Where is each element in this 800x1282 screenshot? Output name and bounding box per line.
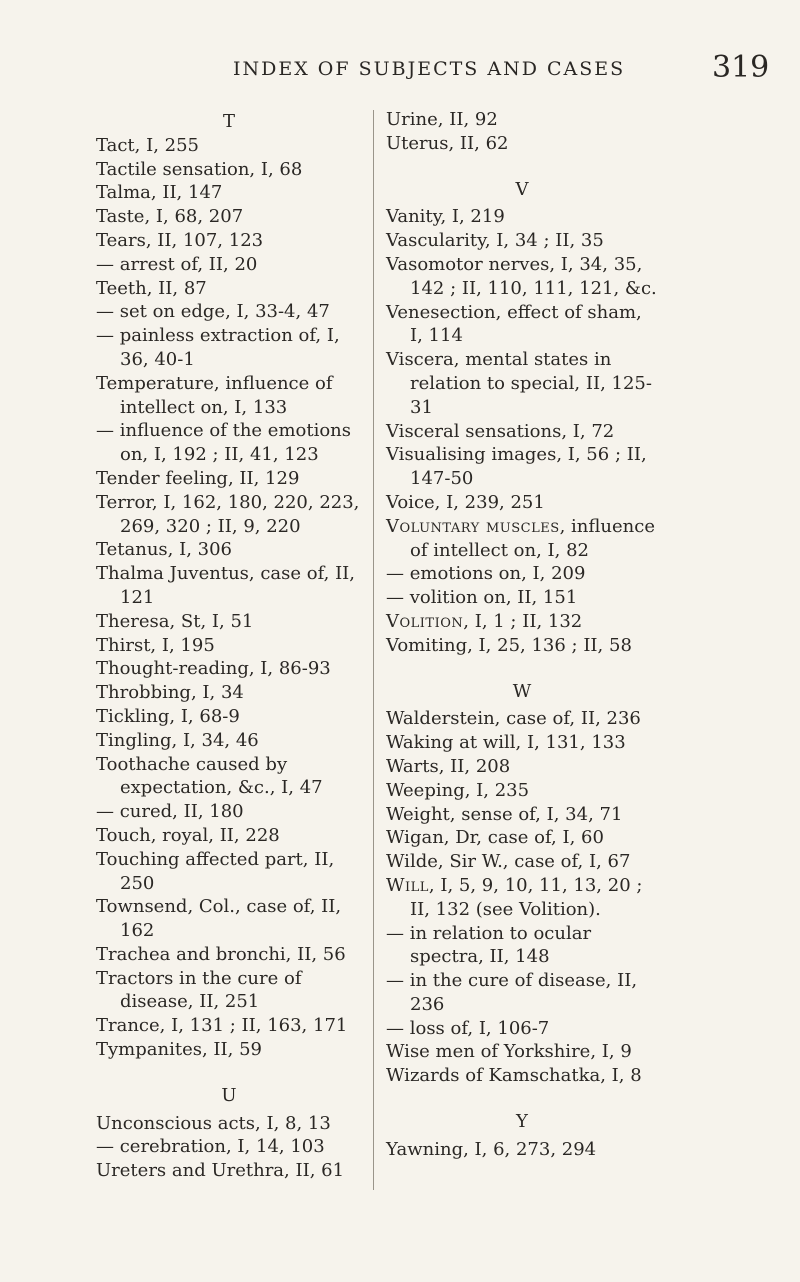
index-entry: Wise men of Yorkshire, I, 9: [386, 1041, 632, 1063]
index-entry: Tender feeling, II, 129: [96, 467, 300, 489]
index-entry: — in relation to ocular spectra, II, 148: [386, 922, 592, 968]
index-entry: Touch, royal, II, 228: [96, 824, 280, 846]
index-entry: Tactile sensation, I, 68: [96, 158, 303, 180]
section-w-entries-b: [386, 922, 658, 1089]
index-entry: Throbbing, I, 34: [96, 682, 244, 704]
index-entry: Vanity, I, 219: [386, 206, 505, 228]
section-v-entries-c: [386, 634, 658, 658]
index-entry: Vascularity, I, 34 ; II, 35: [386, 230, 604, 252]
index-entry: Toothache caused by expectation, &c., I, 47: [96, 753, 323, 799]
entry-locator: , I, 1 ; II, 132: [463, 610, 583, 632]
index-entry: Wizards of Kamschatka, I, 8: [386, 1065, 642, 1087]
index-entry: — cured, II, 180: [96, 801, 244, 823]
section-u-continued-entries: [386, 108, 658, 156]
left-column: [96, 108, 362, 1183]
index-entry: Trance, I, 131 ; II, 163, 171: [96, 1015, 348, 1037]
index-entry: Viscera, mental states in relation to special, II, 125-31: [386, 349, 652, 418]
index-entry: — cerebration, I, 14, 103: [96, 1136, 325, 1158]
section-v-entries: [386, 205, 658, 514]
index-entry: — volition on, II, 151: [386, 587, 578, 609]
index-entry: Terror, I, 162, 180, 220, 223, 269, 320 ; II, 9, 220: [96, 491, 360, 537]
index-entry: — influence of the emotions on, I, 192 ; II, 41, 123: [96, 420, 352, 466]
index-entry: Tractors in the cure of disease, II, 251: [96, 967, 302, 1013]
section-letter-u: U: [221, 1084, 237, 1106]
small-caps-heading: Voluntary muscles: [386, 515, 560, 537]
right-column: [386, 108, 658, 1162]
index-entry: — in the cure of disease, II, 236: [386, 970, 638, 1015]
index-entry: — arrest of, II, 20: [96, 253, 258, 275]
index-entry: Yawning, I, 6, 273, 294: [386, 1138, 597, 1160]
index-entry: Uterus, II, 62: [386, 132, 509, 154]
index-entry: Waking at will, I, 131, 133: [386, 732, 626, 754]
section-letter-v: V: [515, 178, 529, 200]
index-entry: Trachea and bronchi, II, 56: [96, 943, 346, 965]
index-entry: Temperature, influence of intellect on, I, 133: [96, 372, 333, 418]
entry-locator: , influence of intellect on, I, 82: [410, 515, 655, 561]
index-entry: Thought-reading, I, 86-93: [96, 658, 331, 680]
index-entry: Vasomotor nerves, I, 34, 35, 142 ; II, 110, 111, 121, &c.: [386, 253, 657, 299]
section-y-entries: [386, 1138, 658, 1162]
index-entry: Weeping, I, 235: [386, 779, 530, 801]
small-caps-heading: Will: [386, 874, 429, 896]
index-entry: Tears, II, 107, 123: [96, 229, 264, 251]
index-entry: Visceral sensations, I, 72: [386, 420, 615, 442]
index-entry: Venesection, effect of sham, I, 114: [386, 301, 642, 347]
index-entry: Townsend, Col., case of, II, 162: [96, 896, 342, 942]
index-entry: Ureters and Urethra, II, 61: [96, 1160, 345, 1182]
index-entry: Tingling, I, 34, 46: [96, 729, 259, 751]
index-entry-voluntary-muscles: [386, 515, 658, 563]
section-w-entries: [386, 707, 658, 874]
section-letter-t: T: [222, 111, 235, 132]
index-entry: — set on edge, I, 33-4, 47: [96, 301, 330, 323]
index-entry: Tickling, I, 68-9: [96, 705, 240, 727]
index-entry: Urine, II, 92: [386, 109, 498, 130]
index-entry: Voice, I, 239, 251: [386, 491, 545, 513]
page-header: [0, 0, 800, 110]
index-entry: Thirst, I, 195: [96, 634, 215, 656]
section-v-entries-b: [386, 562, 658, 610]
index-entry: Weight, sense of, I, 34, 71: [386, 803, 623, 825]
index-entry: — emotions on, I, 209: [386, 563, 586, 585]
index-entry: Wilde, Sir W., case of, I, 67: [386, 851, 631, 873]
index-entry: Teeth, II, 87: [96, 277, 207, 299]
index-entry: Unconscious acts, I, 8, 13: [96, 1112, 331, 1134]
entry-locator: , I, 5, 9, 10, 11, 13, 20 ; II, 132 (see Volition).: [410, 874, 643, 920]
running-title: INDEX OF SUBJECTS AND CASES: [233, 58, 626, 80]
small-caps-heading: Volition: [386, 610, 464, 632]
index-entry: — painless extraction of, I, 36, 40-1: [96, 325, 340, 370]
section-letter-y: Y: [516, 1111, 528, 1133]
index-entry-will: [386, 874, 658, 922]
index-entry: Taste, I, 68, 207: [96, 206, 244, 228]
index-entry-volition: [386, 610, 658, 634]
section-t-entries: [96, 134, 362, 1062]
page-number: 319: [712, 50, 770, 85]
section-u-entries: [96, 1112, 362, 1183]
index-entry: Talma, II, 147: [96, 182, 223, 204]
index-entry: Wigan, Dr, case of, I, 60: [386, 827, 604, 849]
index-entry: — loss of, I, 106-7: [386, 1017, 550, 1039]
index-entry: Visualising images, I, 56 ; II, 147-50: [386, 444, 647, 490]
column-divider: [373, 110, 374, 1190]
index-entry: Walderstein, case of, II, 236: [386, 708, 641, 730]
section-letter-w: W: [512, 680, 532, 702]
index-entry: Theresa, St, I, 51: [96, 610, 254, 632]
index-entry: Vomiting, I, 25, 136 ; II, 58: [386, 634, 632, 656]
index-entry: Warts, II, 208: [386, 755, 511, 777]
index-entry: Tympanites, II, 59: [96, 1039, 262, 1061]
index-entry: Tetanus, I, 306: [96, 539, 233, 561]
index-entry: Touching affected part, II, 250: [96, 848, 335, 894]
index-entry: Thalma Juventus, case of, II, 121: [96, 563, 356, 608]
index-entry: Tact, I, 255: [96, 134, 200, 156]
